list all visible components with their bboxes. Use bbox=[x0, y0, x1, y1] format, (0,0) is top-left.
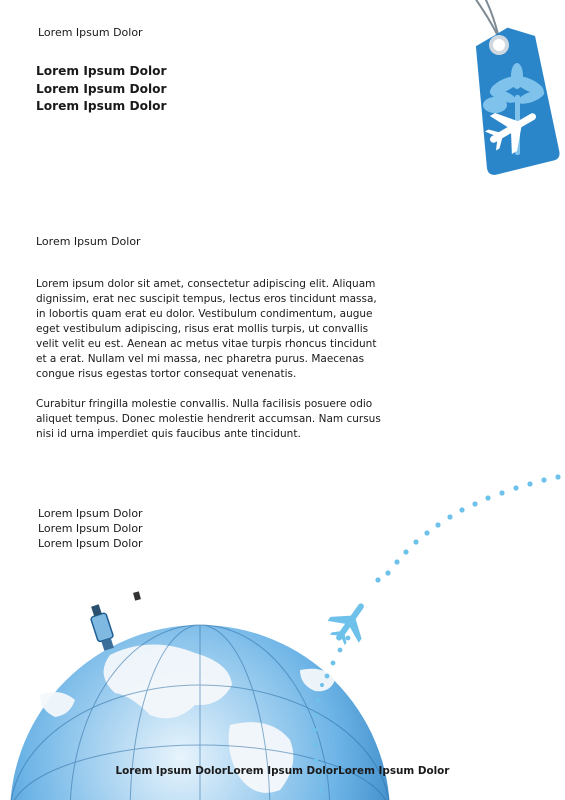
airplane-icon bbox=[322, 593, 378, 651]
recipient-line: Lorem Ipsum Dolor bbox=[36, 81, 167, 96]
recipient-line: Lorem Ipsum Dolor bbox=[36, 64, 167, 78]
recipient-line: Lorem Ipsum Dolor bbox=[36, 99, 167, 113]
recipient-block bbox=[36, 63, 167, 116]
closing-line: Lorem Ipsum Dolor bbox=[38, 537, 143, 550]
body-paragraph: Curabitur fringilla molestie convallis. Nulla facilisis posuere odio aliquet tempus. Donec molestie hendrerit accumsan. Nam cursus nisi id urna imperdiet quis faucibus ante tincidunt. bbox=[36, 398, 381, 440]
luggage-tag-icon bbox=[455, 0, 565, 180]
closing-line: Lorem Ipsum Dolor bbox=[38, 507, 143, 520]
closing-line: Lorem Ipsum Dolor bbox=[38, 522, 143, 535]
letter-body bbox=[36, 277, 381, 457]
flight-path-decoration bbox=[320, 470, 565, 690]
salutation: Lorem Ipsum Dolor bbox=[36, 235, 141, 248]
footer-text: Lorem Ipsum DolorLorem Ipsum DolorLorem Ipsum Dolor bbox=[115, 765, 450, 777]
closing-block bbox=[38, 506, 143, 551]
sender-line: Lorem Ipsum Dolor bbox=[38, 26, 143, 39]
body-paragraph: Lorem ipsum dolor sit amet, consectetur adipiscing elit. Aliquam dignissim, erat nec suscipit tempus, lectus eros tincidunt massa, in lobortis quam erat eu dolor. Vestibulum condimentum, augue eget vestibulum adipiscing, risus erat mollis turpis, ut convallis velit velit eu est. Aenean ac metus vitae turpis rhoncus tincidunt et a erat. Nullam vel mi massa, nec pharetra purus. Maecenas congue risus egestas tortor consequat venenatis. bbox=[36, 278, 377, 380]
